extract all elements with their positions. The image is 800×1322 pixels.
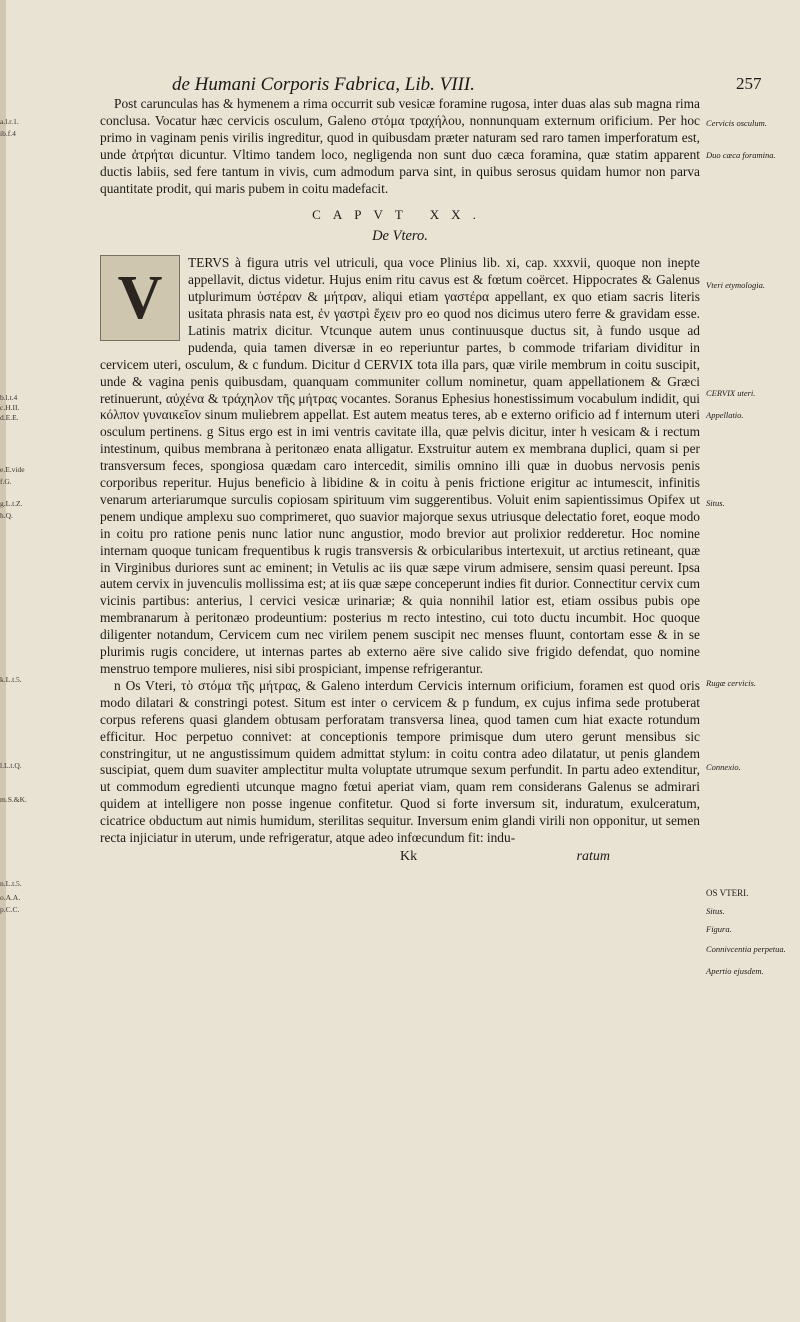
signature-mark: Kk [400,848,418,864]
right-margin-note: Vteri etymologia. [706,280,766,290]
body-paragraph: n Os Vteri, τὸ στόμα τῆς μήτρας, & Galeno interdum Cervicis internum orificium, foramen est quod oris modo dilatari & constringi potest. Situm est inter o cervicem & p fundum, ex cujus infima sede protuberat corpus referens quasi glandem obtusam perforatam transversa linea, quod tamen cum hiat exacte rotundum efficitur. Hoc perpetuo connivet: at conceptionis tempore primisque dum utero gerunt mensibus sic constringitur, ut ne angustissimum quidem admittat stylum: in coitu contra adeo dilatatur, ut penis glandem suscipiat, quem dum suaviter amplectitur multa voluptate utrumque sexum perfundit. In partu adeo extenditur, ut commodum egredienti utcunque magno fœtui aperiat viam, quam rem considerans Galenus se admirari quidem at intelligere non posse ingenue confitetur. Quod si forte inversum sit, induratum, exulceratum, cicatrice obductum aut nimis humidum, sterilitas sequitur. Inversum enim glandi virili non opponitur, ut semen recta injiciatur in uterum, unde refrigeratur, atque adeo infœcundum fit: indu- [100,677,700,846]
catchword-line [100,849,700,866]
left-margin-note: p.C.C. [0,905,20,914]
chapter-heading: CAPVT XX. [312,207,488,223]
left-margin-note: e.E.vide [0,465,25,474]
body-paragraph: TERVS à figura utris vel utriculi, qua voce Plinius lib. xi, cap. xxxvii, quoque non inepte appellavit, dictus videtur. Hujus enim ritu cavus est & fœtum coërcet. Hippocrates & Galenus utplurimum ὑστέραν & μήτραν, aliqui etiam γαστέρα appellant, ex quo etiam sacris literis usitata phrasis nata est, ἐν γαστρὶ ἔχειν pro eo quod nos dicimus utero ferre & gravidam esse. Latinis matrix dicitur. Vtcunque autem unus continuusque ductus sit, à fundo usque ad pudenda, quia tamen diversæ in eo reperiuntur partes, b commode trifariam dividitur in cervicem uteri, osculum, & c fundum. Dicitur d CERVIX tota illa pars, quæ virile membrum in coitu suscipit, unde & vagina penis quibusdam, quanquam communiter collum nominetur, quam appellationem & Græci retinuerunt, αὐχένα & τράχηλον τῆς μήτρας vocantes. Soranus Ephesius honestissimum vocabulum indidit, qui κόλπον γυναικεῖον sinum muliebrem appellat. Est autem meatus teres, ab e externo orificio ad f internum uteri osculum pertinens. g Situs ergo est in imi ventris cavitate illa, quæ pelvis dicitur, inter h vesicam & i rectum intestinum, quibus membrana à peritonæo enata alligatur. Exstruitur autem ex membrana duplici, quam si per transversum feces, spongiosa quædam caro intercedit, similis omnino illi quæ in duobus nervosis penis corporibus reperitur. Hujus beneficio à libidine & in coitu à penis frictione erigitur ac intumescit, infinitis venarum arteriarumque surculis copiosam spirituum vim suggerentibus. Voluit enim sapientissimus Opifex ut penem undique amplexu suo comprimeret, quo suavior majorque sexus utriusque delectatio foret, eoque modo in coitu pro ratione penis nunc latior nunc angustior, modo brevior aut prolixior redderetur. Hoc nomine internam quoque tunicam frequentibus k rugis transversis & orbicularibus intertexuit, ut arctius retineant, quæ in Virginibus duriores sunt ac eminent; in Vetulis ac iis quæ sæpe virum admisere, sensim quasi pereunt. Ipsa autem cervix in juvenculis mollissima est; at iis quæ sæpe conceperunt indies fit durior. Connectitur cervix cum vicinis partibus: anterius, l cervici vesicæ urinariæ; & quia nonnihil latior est, etiam ossibus pubis ope membranarum à peritonæo prodeuntium: posterius m recto intestino, cui toto ductu incumbit. Hoc quoque diligenter notandum, Cervicem cum nec virilem penem suscipit nec menses fluunt, contortam esse & in se plurimis rugis concidere, ut internas partes ab externo aëre sive calido sive frigido defendat, quo nomine menstruo tempore mulieres, nisi sibi prospiciant, impense refrigerantur. [100,255,700,676]
right-margin-note: Situs. [706,906,725,916]
left-margin-note: b.l.t.4 [0,393,18,402]
right-margin-note: Cervicis osculum. [706,118,767,128]
left-margin-note: o.A.A. [0,893,21,902]
right-margin-note: CERVIX uteri. [706,388,756,398]
left-margin-note: h.Q. [0,511,13,520]
right-margin-note: Figura. [706,924,732,934]
right-margin-note: Connexio. [706,762,741,772]
right-margin-note: Duo cæca foramina. [706,150,776,160]
left-margin-note: l.L.t.Q. [0,761,22,770]
left-margin-note: a.l.r.1. [0,117,19,126]
running-header [0,74,800,98]
page-edge [0,0,6,1322]
left-margin-note: c.H.II. [0,403,20,412]
chapter-title: De Vtero. [372,228,428,245]
right-margin-note: OS VTERI. [706,888,749,898]
right-margin-note: Rugæ cervicis. [706,678,757,688]
right-margin-note: Appellatio. [706,410,744,420]
right-margin-note: Situs. [706,498,725,508]
left-margin-note: f.G. [0,477,12,486]
left-margin-note: n.L.t.5. [0,879,22,888]
right-margin-note: Connivcentia perpetua. [706,944,786,954]
left-margin-note: k.L.t.5. [0,675,22,684]
left-margin-note: m.S.&K. [0,795,27,804]
right-margin-note: Apertio ejusdem. [706,966,764,976]
running-title: de Humani Corporis Fabrica, Lib. VIII. [172,74,475,95]
main-text [100,96,700,866]
left-margin-note: d.E.E. [0,413,19,422]
left-margin-note: g.L.t.Z. [0,499,23,508]
catchword: ratum [576,848,610,864]
page-number: 257 [736,74,762,93]
left-margin-note: ib.f.4 [0,129,16,138]
drop-cap-initial: V [100,255,180,341]
opening-paragraph: Post carunculas has & hymenem a rima occurrit sub vesicæ foramine rugosa, inter duas alas sub magna rima conclusa. Vocatur hæc cervicis osculum, Galeno στόμα τραχήλου, nonnunquam externum orificium. Per hoc primo in vaginam penis virilis ingreditur, quod in quibusdam præter naturam sed raro tamen imperforatum est, unde ἀτρήται dicuntur. Vltimo tandem loco, negligenda non sunt duo cæca foramina, quæ statim apparent ductis labiis, sed fere tantum in vivis, cum admodum parva sint, in quibus serosus quidam humor non parva quantitate prodit, qui maris pubem in coitu madefacit. [100,96,700,196]
